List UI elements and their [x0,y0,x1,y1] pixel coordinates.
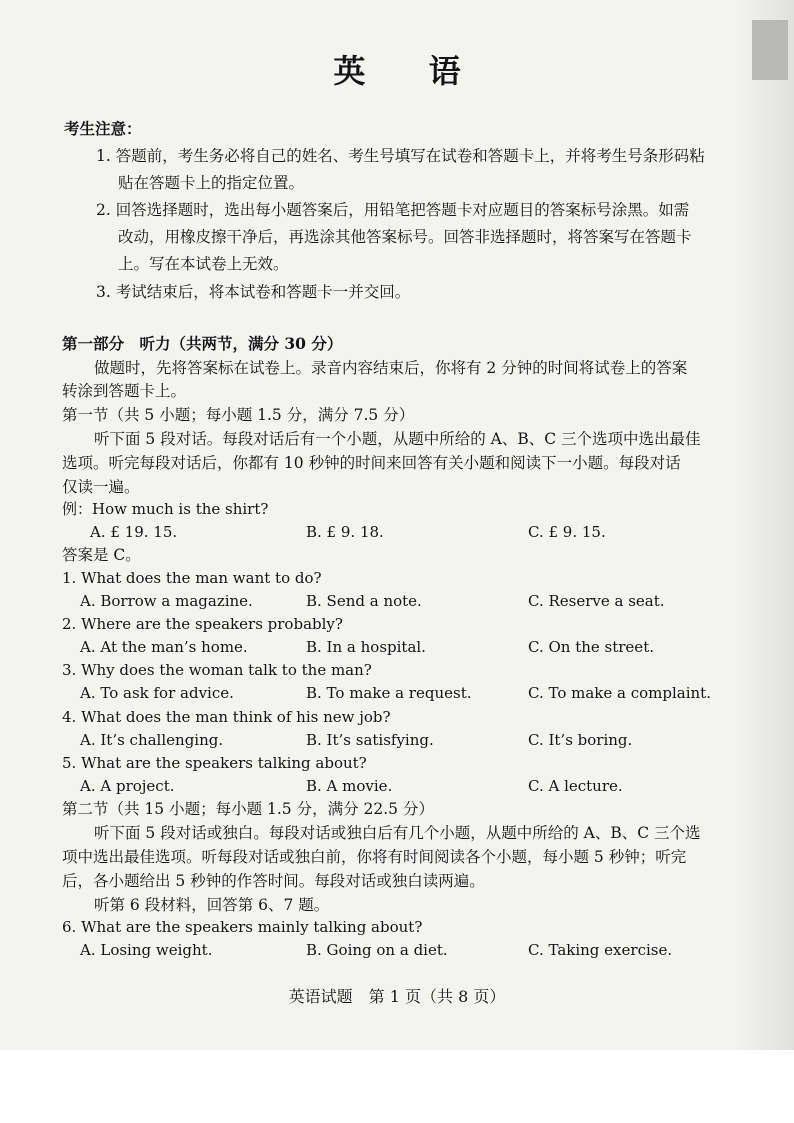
notice-item: 改动，用橡皮擦干净后，再选涂其他答案标号。回答非选择题时，将答案写在答题卡 [118,228,692,246]
question-2-option-a: A. At the man’s home. [80,638,248,656]
question-2-option-c: C. On the street. [528,638,654,656]
question-4: 4. What does the man think of his new job? [62,708,391,726]
section1-instructions: 听下面 5 段对话。每段对话后有一个小题，从题中所给的 A、B、C 三个选项中选出最佳 [94,430,701,448]
question-4-option-a: A. It’s challenging. [80,731,224,749]
question-2: 2. Where are the speakers probably? [62,615,343,633]
question-2-option-b: B. In a hospital. [306,638,426,656]
question-3-option-b: B. To make a request. [306,684,472,702]
example-option-a: A. £ 19. 15. [90,523,178,541]
question-4-option-c: C. It’s boring. [528,731,633,749]
section1-heading: 第一节（共 5 小题；每小题 1.5 分，满分 7.5 分） [62,406,415,424]
question-5-option-c: C. A lecture. [528,777,623,795]
example-option-b: B. £ 9. 18. [306,523,384,541]
question-6-option-b: B. Going on a diet. [306,941,448,959]
question-1-option-b: B. Send a note. [306,592,422,610]
section2-instructions: 听下面 5 段对话或独白。每段对话或独白后有几个小题，从题中所给的 A、B、C 三个选 [94,824,701,842]
question-6-option-a: A. Losing weight. [80,941,213,959]
question-6-option-c: C. Taking exercise. [528,941,673,959]
question-4-option-b: B. It’s satisfying. [306,731,434,749]
example-question: 例：How much is the shirt? [62,500,269,518]
notice-item: 上。写在本试卷上无效。 [118,255,289,273]
page-footer: 英语试题 第 1 页（共 8 页） [288,987,506,1006]
page-shadow [734,0,794,1050]
question-3-option-a: A. To ask for advice. [80,684,234,702]
example-answer: 答案是 C。 [62,546,141,564]
question-1-option-a: A. Borrow a magazine. [80,592,253,610]
part1-intro: 转涂到答题卡上。 [62,382,187,400]
notice-item: 贴在答题卡上的指定位置。 [118,174,305,192]
notice-item: 2. 回答选择题时，选出每小题答案后，用铅笔把答题卡对应题目的答案标号涂黑。如需 [96,201,690,219]
page-title: 英 语 [333,52,487,90]
question-3: 3. Why does the woman talk to the man? [62,661,372,679]
question-5-option-a: A. A project. [80,777,175,795]
notice-item: 3. 考试结束后，将本试卷和答题卡一并交回。 [96,283,411,301]
question-6: 6. What are the speakers mainly talking about? [62,918,423,936]
part1-heading: 第一部分 听力（共两节，满分 30 分） [62,334,343,353]
question-1-option-c: C. Reserve a seat. [528,592,665,610]
notice-item: 1. 答题前，考生务必将自己的姓名、考生号填写在试卷和答题卡上，并将考生号条形码粘 [96,147,705,165]
section1-instructions: 选项。听完每段对话后，你都有 10 秒钟的时间来回答有关小题和阅读下一小题。每段对话 [62,454,681,472]
example-option-c: C. £ 9. 15. [528,523,606,541]
notice-heading: 考生注意： [64,119,142,138]
question-5: 5. What are the speakers talking about? [62,754,367,772]
question-3-option-c: C. To make a complaint. [528,684,711,702]
question-1: 1. What does the man want to do? [62,569,322,587]
section2-heading: 第二节（共 15 小题；每小题 1.5 分，满分 22.5 分） [62,800,434,818]
section2-instructions: 后，各小题给出 5 秒钟的作答时间。每段对话或独白读两遍。 [62,872,485,890]
part1-intro: 做题时，先将答案标在试卷上。录音内容结束后，你将有 2 分钟的时间将试卷上的答案 [94,359,688,377]
section2-instructions: 项中选出最佳选项。听每段对话或独白前，你将有时间阅读各个小题，每小题 5 秒钟；听完 [62,848,687,866]
section2-material: 听第 6 段材料，回答第 6、7 题。 [94,896,330,914]
question-5-option-b: B. A movie. [306,777,393,795]
section1-instructions: 仅读一遍。 [62,478,140,496]
